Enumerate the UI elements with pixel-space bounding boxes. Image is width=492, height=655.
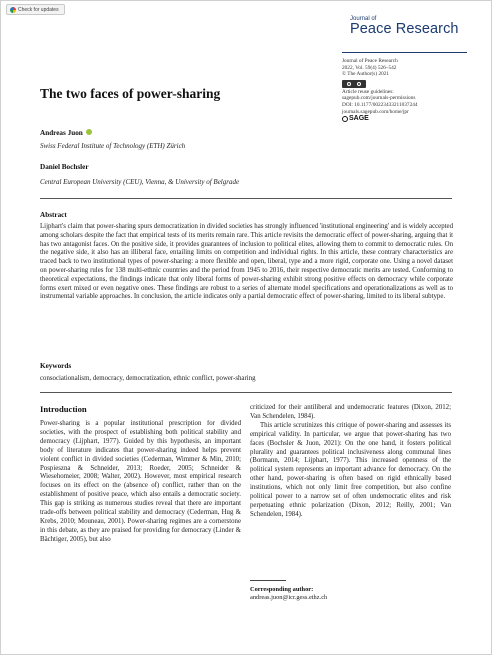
body-paragraph: This article scrutinizes this critique of power-sharing and assesses its empirical validity. In particular, we argue that power-sharing has two faces (Bochsler & Juon, 2021): On the one hand, it fosters political plurality and guarantees political inclusiveness along communal lines (Bormann, 2014; Lijphart, 1977). This increased openness of the political system represents an important advance for democracy. On the other hand, power-sharing is often based on rigid ethnically based institutions, which not only limit free competition, but also confine political power to a narrow set of often undemocratic elites and risk perpetuating ethnic polarization (Dixon, 2012; Reilly, 2001; Van Schendelen, 1984). [250, 421, 451, 518]
meta-link[interactable]: journals.sagepub.com/home/jpr [342, 108, 409, 115]
crossmark-icon [10, 7, 16, 13]
abstract-text: Lijphart's claim that power-sharing spurs democratization in divided societies has strongly influenced 'institutional engineering' and is widely accepted among scholars despite the fact that empirical tests of its merits remain rare. This article revisits the democratic effect of power-sharing, arguing that it has two antagonist faces. On the positive side, it provides guarantees of inclusion to political elites, allowing them to commit to democratic rules. On the negative side, it also has an illiberal face, entailing limits on competition and individual rights. In this article, these contrary characteristics are traced back to two institutional types of power-sharing: a more flexible and open, liberal, type and a more rigid, corporate one. Using a novel dataset on power-sharing rules for 138 multi-ethnic countries and the period from 1945 to 2016, their respective democratic merits are tested. Conforming to theoretical expectations, the findings indicate that only liberal forms of power-sharing exhibit strong positive effects on democracy while corporate forms exert mixed or even negative ones. These findings are robust to a series of alternate model specifications and operationalizations as well as to instrumental variable approaches. In conclusion, the article indicates only a partial democratic effect of power-sharing, limited to its liberal subtype. [40, 223, 453, 301]
header-divider [40, 198, 452, 199]
body-paragraph: criticized for their antiliberal and undemocratic features (Dixon, 2012; Van Schendelen, 1984). [250, 404, 451, 420]
journal-brand-rule [342, 52, 467, 53]
body-paragraph: Power-sharing is a popular institutional prescription for divided societies, with the prospect of establishing both political stability and democracy (Lijphart, 1977). Guided by this hypothesis, an important body of literature indicates that power-sharing indeed helps prevent violent conflict in divided societies (Cederman, Wimmer & Min, 2010; Pospieszna & Schneider, 2013; Roeder, 2005; Schneider & Wiesehomeier, 2008; Walter, 2002). However, most empirical research focuses on its effect on the (absence of) conflict, rather than on the establishment of positive peace, which also entails a democratic society. This gap is striking as numerous studies reveal that there are important trade-offs between political stability and democracy (Cederman, Hug & Krebs, 2010; Mouneau, 2001). Power-sharing regimes are a cornerstone in this debate, as they are praised for providing for democracy (Linder & Bächtiger, 2005), but also [40, 420, 241, 543]
keywords-heading: Keywords [40, 362, 72, 370]
journal-name: Peace Research [350, 21, 459, 37]
corresponding-author-label: Corresponding author: [250, 586, 314, 593]
sage-logo [342, 116, 472, 123]
keywords-text: consociationalism, democracy, democratization, ethnic conflict, power-sharing [40, 375, 256, 382]
article-title: The two faces of power-sharing [40, 86, 221, 101]
journal-meta [342, 58, 472, 123]
introduction-heading: Introduction [40, 404, 87, 414]
meta-line: Journal of Peace Research [342, 58, 398, 64]
body-divider [40, 392, 452, 393]
meta-line: Article reuse guidelines: [342, 88, 394, 95]
check-for-updates-label: Check for updates [18, 6, 59, 13]
orcid-icon[interactable] [86, 129, 92, 135]
sage-logo-icon [342, 116, 348, 122]
body-column-right [250, 404, 451, 576]
author-affiliation: Swiss Federal Institute of Technology (ETH) Zürich [40, 142, 186, 150]
author-affiliation: Central European University (CEU), Vienna, & University of Belgrade [40, 178, 240, 186]
author-name [40, 129, 92, 137]
journal-of-label: Journal of [350, 16, 377, 22]
meta-link[interactable]: sagepub.com/journals-permissions [342, 95, 416, 102]
meta-doi[interactable]: DOI: 10.1177/00223433211037244 [342, 101, 418, 108]
meta-line: © The Author(s) 2021 [342, 71, 390, 78]
creative-commons-icon [342, 80, 366, 88]
check-for-updates-badge[interactable] [6, 4, 65, 15]
body-column-left [40, 420, 241, 620]
journal-logo [350, 16, 468, 36]
publisher-name: SAGE [349, 115, 369, 123]
abstract-heading: Abstract [40, 211, 67, 219]
corresponding-author-email[interactable]: andreas.juon@icr.gess.ethz.ch [250, 594, 328, 601]
author-name-text: Andreas Juon [40, 129, 83, 137]
author-name: Daniel Bochsler [40, 163, 89, 171]
meta-line: 2022, Vol. 59(4) 526–542 [342, 64, 397, 71]
footnote-rule [250, 580, 286, 581]
